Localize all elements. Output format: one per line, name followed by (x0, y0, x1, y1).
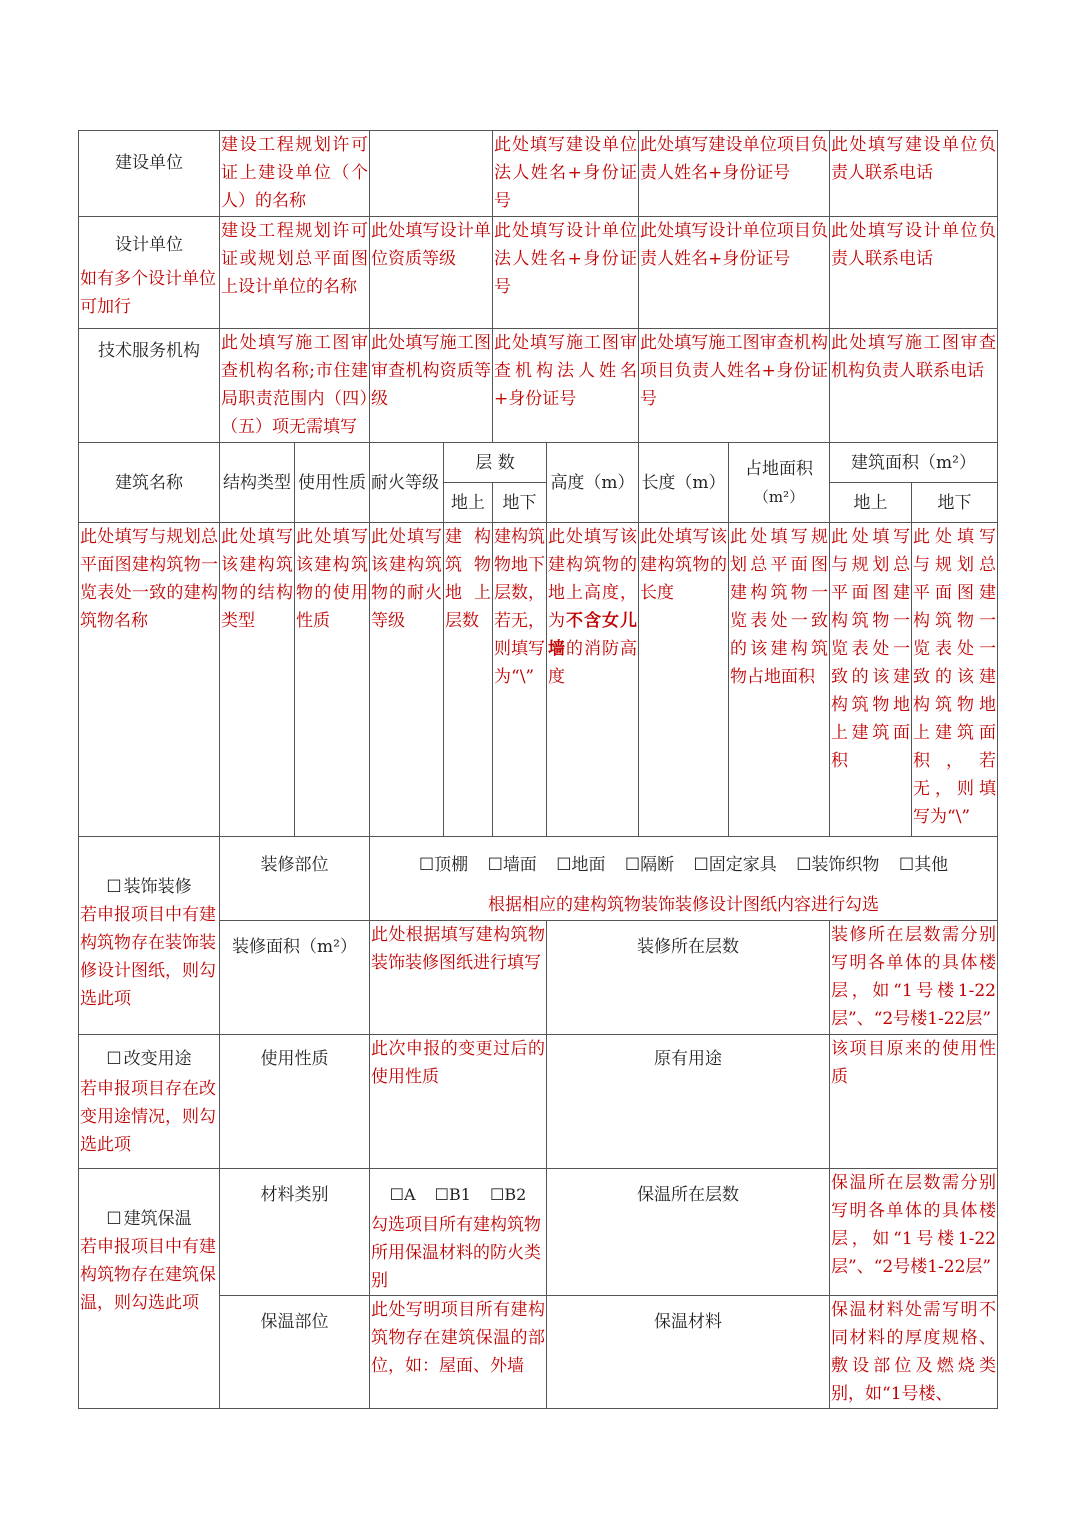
design-unit-contact[interactable]: 此处填写设计单位负责人联系电话 (830, 217, 998, 329)
design-unit-label-cell (79, 217, 220, 329)
decoration-floors-value[interactable]: 装修所在层数需分别写明各单体的具体楼层，如“1号楼1-22层”、“2号楼1-22层” (830, 921, 998, 1035)
decoration-area-value[interactable]: 此处根据填写建构筑物装饰装修图纸进行填写 (370, 921, 547, 1035)
height-text-a: 此处填写该建构筑物的地上高度，为 (548, 527, 637, 631)
building-header-row-1 (79, 443, 998, 483)
construction-unit-contact[interactable]: 此处填写建设单位负责人联系电话 (830, 131, 998, 217)
design-unit-note: 如有多个设计单位可加行 (80, 269, 216, 317)
construction-unit-manager[interactable]: 此处填写建设单位项目负责人姓名+身份证号 (639, 131, 830, 217)
floors-above-value[interactable]: 建构筑物地上层数 (444, 523, 493, 837)
b2-checkbox-icon[interactable]: ☐ (490, 1185, 505, 1204)
material-option-b1-label: B1 (449, 1185, 471, 1204)
material-class-hint: 勾选项目所有建构筑物所用保温材料的防火类别 (371, 1215, 541, 1291)
decoration-area-label: 装修面积（m²） (220, 921, 370, 1035)
material-class-options (371, 1169, 545, 1209)
floors-below-header: 地下 (493, 483, 547, 523)
insulation-title-text: 建筑保温 (123, 1209, 192, 1229)
tech-service-row (79, 329, 998, 443)
structure-type-value[interactable]: 此处填写该建构筑物的结构类型 (220, 523, 295, 837)
fire-rating-value[interactable]: 此处填写该建构筑物的耐火等级 (370, 523, 444, 837)
floors-header: 层 数 (444, 443, 547, 483)
change-use-nature-value[interactable]: 此次申报的变更过后的使用性质 (370, 1035, 547, 1169)
decoration-part-options (371, 837, 996, 879)
decoration-row-1 (79, 837, 998, 921)
insulation-material-label: 保温材料 (547, 1296, 830, 1409)
insulation-note: 若申报项目中有建构筑物存在建筑保温，则勾选此项 (80, 1237, 216, 1313)
decoration-floors-label: 装修所在层数 (547, 921, 830, 1035)
floor-checkbox-icon[interactable]: ☐ (556, 855, 572, 875)
option-fabric[interactable] (796, 855, 879, 875)
change-use-title[interactable] (80, 1035, 218, 1073)
building-data-row (79, 523, 998, 837)
insulation-floors-value[interactable]: 保温所在层数需分别写明各单体的具体楼层，如“1号楼1-22层”、“2号楼1-22层” (830, 1169, 998, 1296)
material-option-a-label: A (404, 1185, 416, 1204)
design-unit-name[interactable]: 建设工程规划许可证或规划总平面图上设计单位的名称 (220, 217, 370, 329)
design-unit-row (79, 217, 998, 329)
insulation-part-label: 保温部位 (220, 1296, 370, 1409)
b1-checkbox-icon[interactable]: ☐ (434, 1185, 450, 1204)
ceiling-checkbox-icon[interactable]: ☐ (418, 855, 435, 875)
floors-below-value[interactable]: 建构筑物地下层数，若无，则填写为“\” (493, 523, 547, 837)
area-below-header: 地下 (912, 483, 998, 523)
option-ceiling-label: 顶棚 (434, 855, 469, 875)
option-fabric-label: 装饰织物 (811, 855, 880, 875)
fabric-checkbox-icon[interactable]: ☐ (796, 855, 812, 875)
decoration-note: 若申报项目中有建构筑物存在装饰装修设计图纸，则勾选此项 (80, 905, 216, 1009)
option-floor[interactable] (556, 855, 605, 875)
decoration-checkbox-icon[interactable]: ☐ (106, 877, 122, 897)
material-option-b2-label: B2 (504, 1185, 527, 1204)
material-option-a[interactable] (390, 1185, 416, 1204)
wall-checkbox-icon[interactable]: ☐ (487, 855, 503, 875)
change-use-label-cell (79, 1035, 220, 1169)
design-unit-legal[interactable]: 此处填写设计单位法人姓名+身份证号 (493, 217, 639, 329)
height-text-emphasis: 不含女儿墙 (548, 611, 637, 659)
construction-unit-row (79, 131, 998, 217)
option-wall[interactable] (488, 855, 537, 875)
change-use-row (79, 1035, 998, 1169)
structure-type-header: 结构类型 (220, 443, 295, 523)
decoration-label-cell (79, 837, 220, 1035)
tech-service-name[interactable]: 此处填写施工图审查机构名称;市住建局职责范围内（四）（五）项无需填写 (220, 329, 370, 443)
a-checkbox-icon[interactable]: ☐ (389, 1185, 405, 1204)
insulation-floors-label: 保温所在层数 (547, 1169, 830, 1296)
material-option-b2[interactable] (490, 1185, 526, 1204)
insulation-checkbox-icon[interactable]: ☐ (106, 1209, 122, 1229)
floors-above-header: 地上 (444, 483, 493, 523)
construction-unit-label: 建设单位 (79, 131, 220, 217)
insulation-row-1 (79, 1169, 998, 1296)
fire-design-review-form (78, 130, 998, 1409)
change-use-title-text: 改变用途 (123, 1049, 192, 1069)
change-use-nature-label: 使用性质 (220, 1035, 370, 1169)
decoration-title-text: 装饰装修 (123, 877, 192, 897)
option-furniture[interactable] (694, 855, 777, 875)
design-unit-qualification[interactable]: 此处填写设计单位资质等级 (370, 217, 493, 329)
footprint-value[interactable]: 此处填写规划总平面图建构筑物一览表处一致的该建构筑物占地面积 (729, 523, 830, 837)
building-area-header: 建筑面积（m²） (830, 443, 998, 483)
tech-service-manager[interactable]: 此处填写施工图审查机构项目负责人姓名+身份证号 (639, 329, 830, 443)
other-checkbox-icon[interactable]: ☐ (898, 855, 915, 875)
height-header: 高度（m） (547, 443, 639, 523)
tech-service-legal[interactable]: 此处填写施工图审查机构法人姓名+身份证号 (493, 329, 639, 443)
decoration-part-label: 装修部位 (220, 837, 370, 921)
option-partition[interactable] (625, 855, 674, 875)
length-value[interactable]: 此处填写该建构筑物的长度 (639, 523, 729, 837)
height-text-c: 的消防高度 (548, 639, 637, 687)
decoration-hint: 根据相应的建构筑物装饰装修设计图纸内容进行勾选 (488, 895, 879, 915)
insulation-label-cell (79, 1169, 220, 1409)
option-wall-label: 墙面 (502, 855, 537, 875)
material-option-b1[interactable] (435, 1185, 471, 1204)
building-name-value[interactable]: 此处填写与规划总平面图建构筑物一览表处一致的建构筑物名称 (79, 523, 220, 837)
original-use-label: 原有用途 (547, 1035, 830, 1169)
use-nature-value[interactable]: 此处填写该建构筑物的使用性质 (295, 523, 370, 837)
option-other-label: 其他 (914, 855, 949, 875)
option-other[interactable] (899, 855, 948, 875)
tech-service-contact[interactable]: 此处填写施工图审查机构负责人联系电话 (830, 329, 998, 443)
material-class-label: 材料类别 (220, 1169, 370, 1296)
footprint-header: 占地面积 (745, 458, 813, 479)
footprint-unit: （m²） (753, 487, 805, 506)
height-value[interactable] (547, 523, 639, 837)
length-header: 长度（m） (639, 443, 729, 523)
design-unit-manager[interactable]: 此处填写设计单位项目负责人姓名+身份证号 (639, 217, 830, 329)
construction-unit-blank[interactable] (370, 131, 493, 217)
option-partition-label: 隔断 (640, 855, 675, 875)
change-use-note: 若申报项目存在改变用途情况，则勾选此项 (80, 1079, 216, 1155)
construction-unit-legal[interactable]: 此处填写建设单位法人姓名+身份证号 (493, 131, 639, 217)
construction-unit-name[interactable]: 建设工程规划许可证上建设单位（个人）的名称 (220, 131, 370, 217)
footprint-header-cell (729, 443, 830, 523)
partition-checkbox-icon[interactable]: ☐ (624, 855, 641, 875)
insulation-material-value[interactable]: 保温材料处需写明不同材料的厚度规格、敷设部位及燃烧类别，如“1号楼、 (830, 1296, 998, 1409)
furniture-checkbox-icon[interactable]: ☐ (693, 855, 709, 875)
tech-service-qualification[interactable]: 此处填写施工图审查机构资质等级 (370, 329, 493, 443)
insulation-part-value[interactable]: 此处写明项目所有建构筑物存在建筑保温的部位，如：屋面、外墙 (370, 1296, 547, 1409)
use-nature-header: 使用性质 (295, 443, 370, 523)
option-ceiling[interactable] (419, 855, 468, 875)
insulation-title[interactable] (80, 1169, 218, 1233)
area-above-header: 地上 (830, 483, 912, 523)
tech-service-label: 技术服务机构 (79, 329, 220, 443)
decoration-title[interactable] (80, 837, 218, 901)
fire-rating-header: 耐火等级 (370, 443, 444, 523)
change-use-checkbox-icon[interactable]: ☐ (106, 1049, 122, 1069)
decoration-part-options-cell (370, 837, 998, 921)
original-use-value[interactable]: 该项目原来的使用性质 (830, 1035, 998, 1169)
building-name-header: 建筑名称 (79, 443, 220, 523)
area-below-value[interactable]: 此处填写与规划总平面图建构筑物一览表处一致的该建构筑物地上建筑面积，若无，则填写为“\” (912, 523, 998, 837)
option-floor-label: 地面 (571, 855, 606, 875)
material-class-cell (370, 1169, 547, 1296)
design-unit-label: 设计单位 (115, 235, 183, 255)
area-above-value[interactable]: 此处填写与规划总平面图建构筑物一览表处一致的该建构筑物地上建筑面积 (830, 523, 912, 837)
option-furniture-label: 固定家具 (708, 855, 777, 875)
